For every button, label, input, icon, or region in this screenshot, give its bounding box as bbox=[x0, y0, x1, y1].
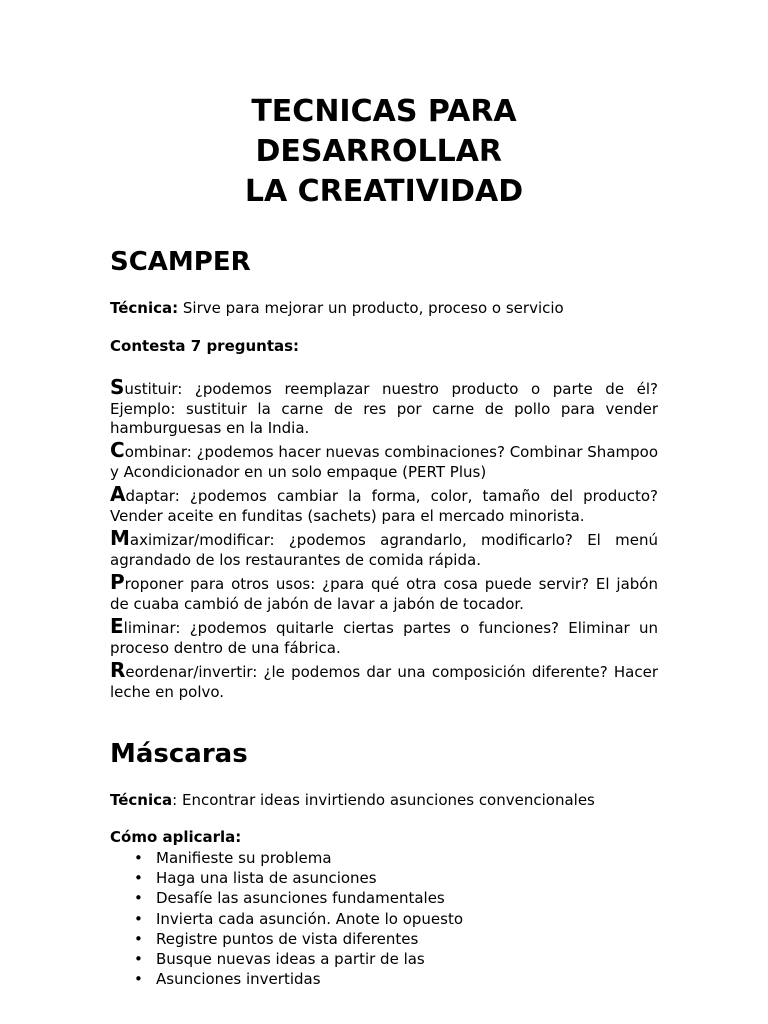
scamper-item-e bbox=[110, 614, 658, 658]
mascaras-heading: Máscaras bbox=[110, 739, 248, 769]
mascaras-como: Cómo aplicarla: bbox=[110, 828, 242, 846]
mascaras-tecnica-label: Técnica bbox=[110, 791, 173, 809]
scamper-contesta: Contesta 7 preguntas: bbox=[110, 337, 300, 355]
scamper-item-text: eordenar/invertir: ¿le podemos dar una composición diferente? Hacer leche en polvo. bbox=[110, 663, 658, 701]
scamper-item-p bbox=[110, 570, 658, 614]
list-item: • Manifieste su problema bbox=[156, 848, 463, 868]
scamper-letter: P bbox=[110, 570, 125, 594]
list-item: • Invierta cada asunción. Anote lo opuesto bbox=[156, 909, 463, 929]
scamper-item-text: ombinar: ¿podemos hacer nuevas combinaciones? Combinar Shampoo y Acondicionador en un solo empaque (PERT Plus) bbox=[110, 443, 658, 481]
scamper-item-text: ustituir: ¿podemos reemplazar nuestro producto o parte de él? Ejemplo: sustituir la carne de res por carne de pollo para vender hamburguesas en la India. bbox=[110, 380, 658, 437]
list-item: • Asunciones invertidas bbox=[156, 969, 463, 989]
scamper-letter: S bbox=[110, 375, 125, 399]
scamper-item-s bbox=[110, 375, 658, 439]
title-line-2: DESARROLLAR bbox=[255, 134, 513, 169]
list-item: • Registre puntos de vista diferentes bbox=[156, 929, 463, 949]
list-item: • Desafíe las asunciones fundamentales bbox=[156, 888, 463, 908]
mascaras-tecnica-text: : Encontrar ideas invirtiendo asunciones convencionales bbox=[172, 791, 595, 809]
scamper-letter: E bbox=[110, 614, 124, 638]
scamper-item-a bbox=[110, 482, 658, 526]
scamper-item-m bbox=[110, 526, 658, 570]
title-line-1: TECNICAS PARA bbox=[251, 94, 517, 129]
mascaras-tecnica bbox=[110, 791, 658, 810]
scamper-tecnica bbox=[110, 299, 658, 318]
scamper-tecnica-text: Sirve para mejorar un producto, proceso o servicio bbox=[178, 299, 564, 317]
scamper-tecnica-label: Técnica: bbox=[110, 299, 179, 317]
scamper-letter: M bbox=[110, 526, 130, 550]
list-item: • Haga una lista de asunciones bbox=[156, 868, 463, 888]
scamper-item-text: liminar: ¿podemos quitarle ciertas partes o funciones? Eliminar un proceso dentro de una fábrica. bbox=[110, 619, 658, 657]
scamper-item-text: aximizar/modificar: ¿podemos agrandarlo, modificarlo? El menú agrandado de los restaurantes de comida rápida. bbox=[110, 531, 658, 569]
scamper-letter: C bbox=[110, 438, 125, 462]
scamper-item-c bbox=[110, 438, 658, 482]
scamper-letter: R bbox=[110, 658, 126, 682]
scamper-item-r bbox=[110, 658, 658, 702]
scamper-letter: A bbox=[110, 482, 126, 506]
title-line-3: LA CREATIVIDAD bbox=[244, 174, 524, 209]
scamper-item-text: daptar: ¿podemos cambiar la forma, color, tamaño del producto? Vender aceite en funditas (sachets) para el mercado minorista. bbox=[110, 487, 658, 525]
mascaras-bullet-list bbox=[110, 848, 463, 989]
list-item: • Busque nuevas ideas a partir de las bbox=[156, 949, 463, 969]
scamper-item-text: roponer para otros usos: ¿para qué otra cosa puede servir? El jabón de cuaba cambió de jabón de lavar a jabón de tocador. bbox=[110, 575, 658, 613]
scamper-heading: SCAMPER bbox=[110, 247, 251, 277]
document-title bbox=[110, 92, 658, 212]
